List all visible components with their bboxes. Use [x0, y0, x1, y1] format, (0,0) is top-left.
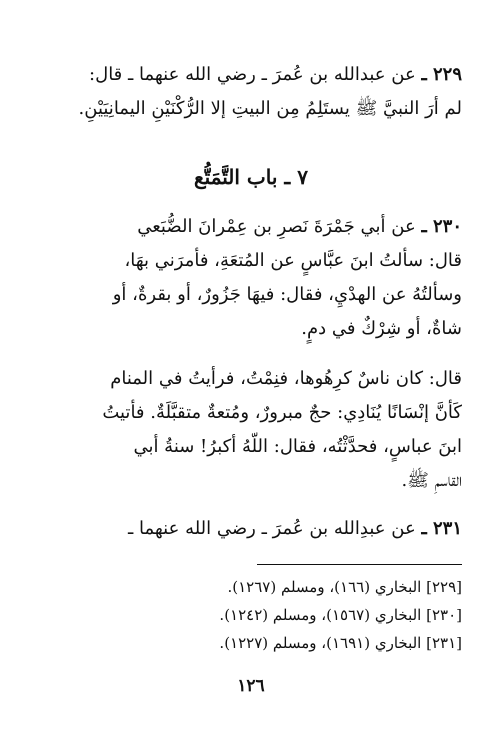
footnote: [٢٣٠] البخاري (١٥٦٧)، ومسلم (١٢٤٢). [219, 606, 462, 624]
hadith-231 [37, 512, 462, 546]
hadith-number: ٢٢٩ ـ [421, 64, 462, 85]
page-number: ١٢٦ [237, 676, 265, 696]
hadith-text-line: عن عبدِالله بن عُمرَ ـ رضي الله عنهما ـ [128, 518, 416, 539]
hadith-number: ٢٣٠ ـ [421, 216, 462, 237]
chapter-heading: ٧ ـ باب التَّمَتُّع [194, 165, 308, 189]
footnotes [37, 573, 462, 657]
hadith-230-continuation [37, 362, 462, 498]
footnote-divider [257, 564, 462, 565]
hadith-text-line: ابنَ عباسٍ، فحدَّثْتُه، فقال: اللّهُ أكبرُ! سنةُ أبي [133, 436, 462, 457]
hadith-text-line: لم أرَ النبيَّ ﷺ يستَلِمُ مِن البيتِ إلا الرُّكْنَيْنِ اليمانِيَيْنِ. [78, 98, 462, 119]
hadith-229 [37, 58, 462, 126]
hadith-text-line: القاسمِ ﷺ. [401, 470, 462, 491]
hadith-text-line: عن عبدالله بن عُمرَ ـ رضي الله عنهما ـ قال: [89, 64, 416, 85]
hadith-text-line: قال: كان ناسٌ كرِهُوها، فنِمْتُ، فرأيتُ في المنام [110, 368, 462, 389]
footnote: [٢٣١] البخاري (١٦٩١)، ومسلم (١٢٢٧). [219, 634, 462, 652]
hadith-number: ٢٣١ ـ [421, 518, 462, 539]
hadith-text-line: شاةٌ، أو شِرْكٌ في دمٍ. [301, 318, 462, 339]
hadith-230 [37, 210, 462, 346]
hadith-text-line: كَأنَّ إنْسَانًا يُنَادِي: حجٌ مبرورٌ، ومُتعةٌ متقبَّلَةٌ. فأتيتُ [102, 402, 462, 423]
footnote: [٢٢٩] البخاري (١٦٦)، ومسلم (١٢٦٧). [227, 578, 462, 596]
hadith-text-line: وسألتُهُ عن الهدْيِ، فقال: فيهَا جَزُورٌ، أو بقرةٌ، أو [112, 284, 462, 305]
hadith-text-line: عن أبي جَمْرَةَ نَصرِ بن عِمْرانَ الضُّبَعي [137, 216, 416, 237]
hadith-text-line: قال: سألتُ ابنَ عبَّاسٍ عن المُتعَةِ، فأمرَني بهَا، [124, 250, 462, 271]
